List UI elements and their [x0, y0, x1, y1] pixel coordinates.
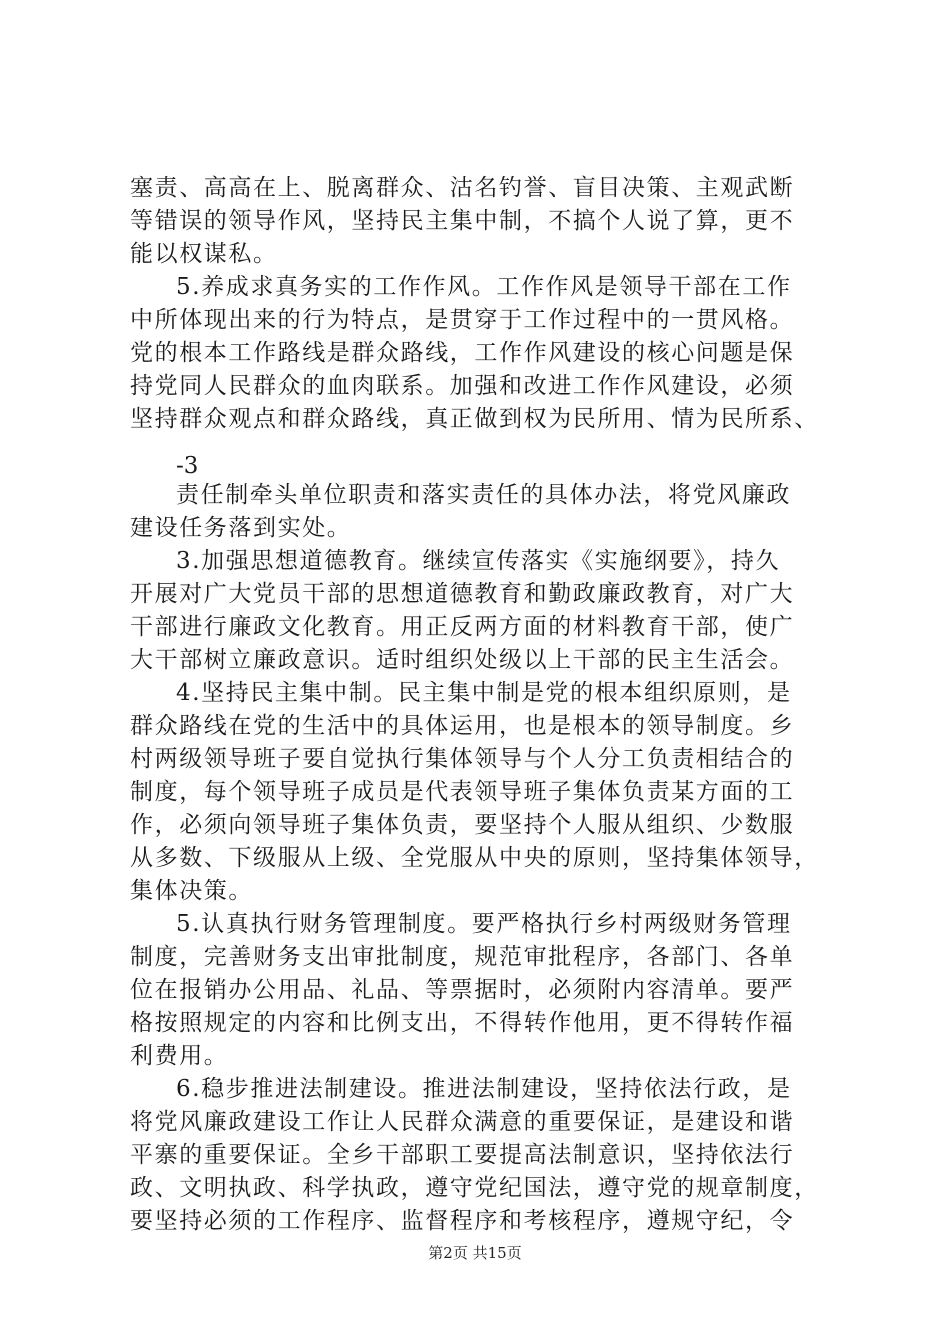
text-line: 责任制牵头单位职责和落实责任的具体办法，将党风廉政 [176, 482, 791, 508]
text-line: 塞责、高高在上、脱离群众、沽名钓誉、盲目决策、主观武断 [130, 175, 795, 201]
text-line: 制度，完善财务支出审批制度，规范审批程序，各部门、各单 [130, 944, 795, 970]
text-line: 6.稳步推进法制建设。推进法制建设，坚持依法行政，是 [176, 1076, 792, 1102]
text-line: 将党风廉政建设工作让人民群众满意的重要保证，是建设和谐 [130, 1109, 795, 1135]
text-line: 要坚持必须的工作程序、监督程序和考核程序，遵规守纪，令 [130, 1208, 795, 1234]
text-line: 从多数、下级服从上级、全党服从中央的原则，坚持集体领导， [130, 845, 819, 871]
text-line: 位在报销办公用品、礼品、等票据时，必须附内容清单。要严 [130, 977, 795, 1003]
text-line: 政、文明执政、科学执政，遵守党纪国法，遵守党的规章制度， [130, 1175, 819, 1201]
page-footer: 第2页 共15页 [428, 1244, 522, 1262]
text-line: 3.加强思想道德教育。继续宣传落实《实施纲要》，持久 [176, 548, 781, 574]
text-line: 能以权谋私。 [130, 241, 278, 267]
text-line: 利费用。 [130, 1043, 229, 1069]
text-line: 制度，每个领导班子成员是代表领导班子集体负责某方面的工 [130, 779, 795, 805]
text-line: 等错误的领导作风，坚持民主集中制，不搞个人说了算，更不 [130, 208, 795, 234]
text-line: 5.认真执行财务管理制度。要严格执行乡村两级财务管理 [176, 911, 792, 937]
text-line: 开展对广大党员干部的思想道德教育和勤政廉政教育，对广大 [130, 581, 795, 607]
text-line: 格按照规定的内容和比例支出，不得转作他用，更不得转作福 [130, 1010, 795, 1036]
text-line: 群众路线在党的生活中的具体运用，也是根本的领导制度。乡 [130, 713, 795, 739]
text-line: 集体决策。 [130, 878, 253, 904]
text-line: 中所体现出来的行为特点，是贯穿于工作过程中的一贯风格。 [130, 307, 795, 333]
text-line: 建设任务落到实处。 [130, 515, 352, 541]
text-line: 5.养成求真务实的工作作风。工作作风是领导干部在工作 [176, 274, 792, 300]
top-text-block [130, 172, 830, 436]
page-marker: -3 [176, 453, 199, 479]
text-line: 村两级领导班子要自觉执行集体领导与个人分工负责相结合的 [130, 746, 795, 772]
text-line: 4.坚持民主集中制。民主集中制是党的根本组织原则，是 [176, 680, 792, 706]
text-line: 持党同人民群众的血肉联系。加强和改进工作作风建设，必须 [130, 373, 795, 399]
text-line: 作，必须向领导班子集体负责，要坚持个人服从组织、少数服 [130, 812, 795, 838]
text-line: 大干部树立廉政意识。适时组织处级以上干部的民主生活会。 [130, 647, 795, 673]
text-line: 坚持群众观点和群众路线，真正做到权为民所用、情为民所系、 [130, 406, 819, 432]
text-line: 党的根本工作路线是群众路线，工作作风建设的核心问题是保 [130, 340, 795, 366]
text-line: 干部进行廉政文化教育。用正反两方面的材料教育干部，使广 [130, 614, 795, 640]
text-line: 平寨的重要保证。全乡干部职工要提高法制意识，坚持依法行 [130, 1142, 795, 1168]
bottom-text-block [130, 479, 830, 1238]
